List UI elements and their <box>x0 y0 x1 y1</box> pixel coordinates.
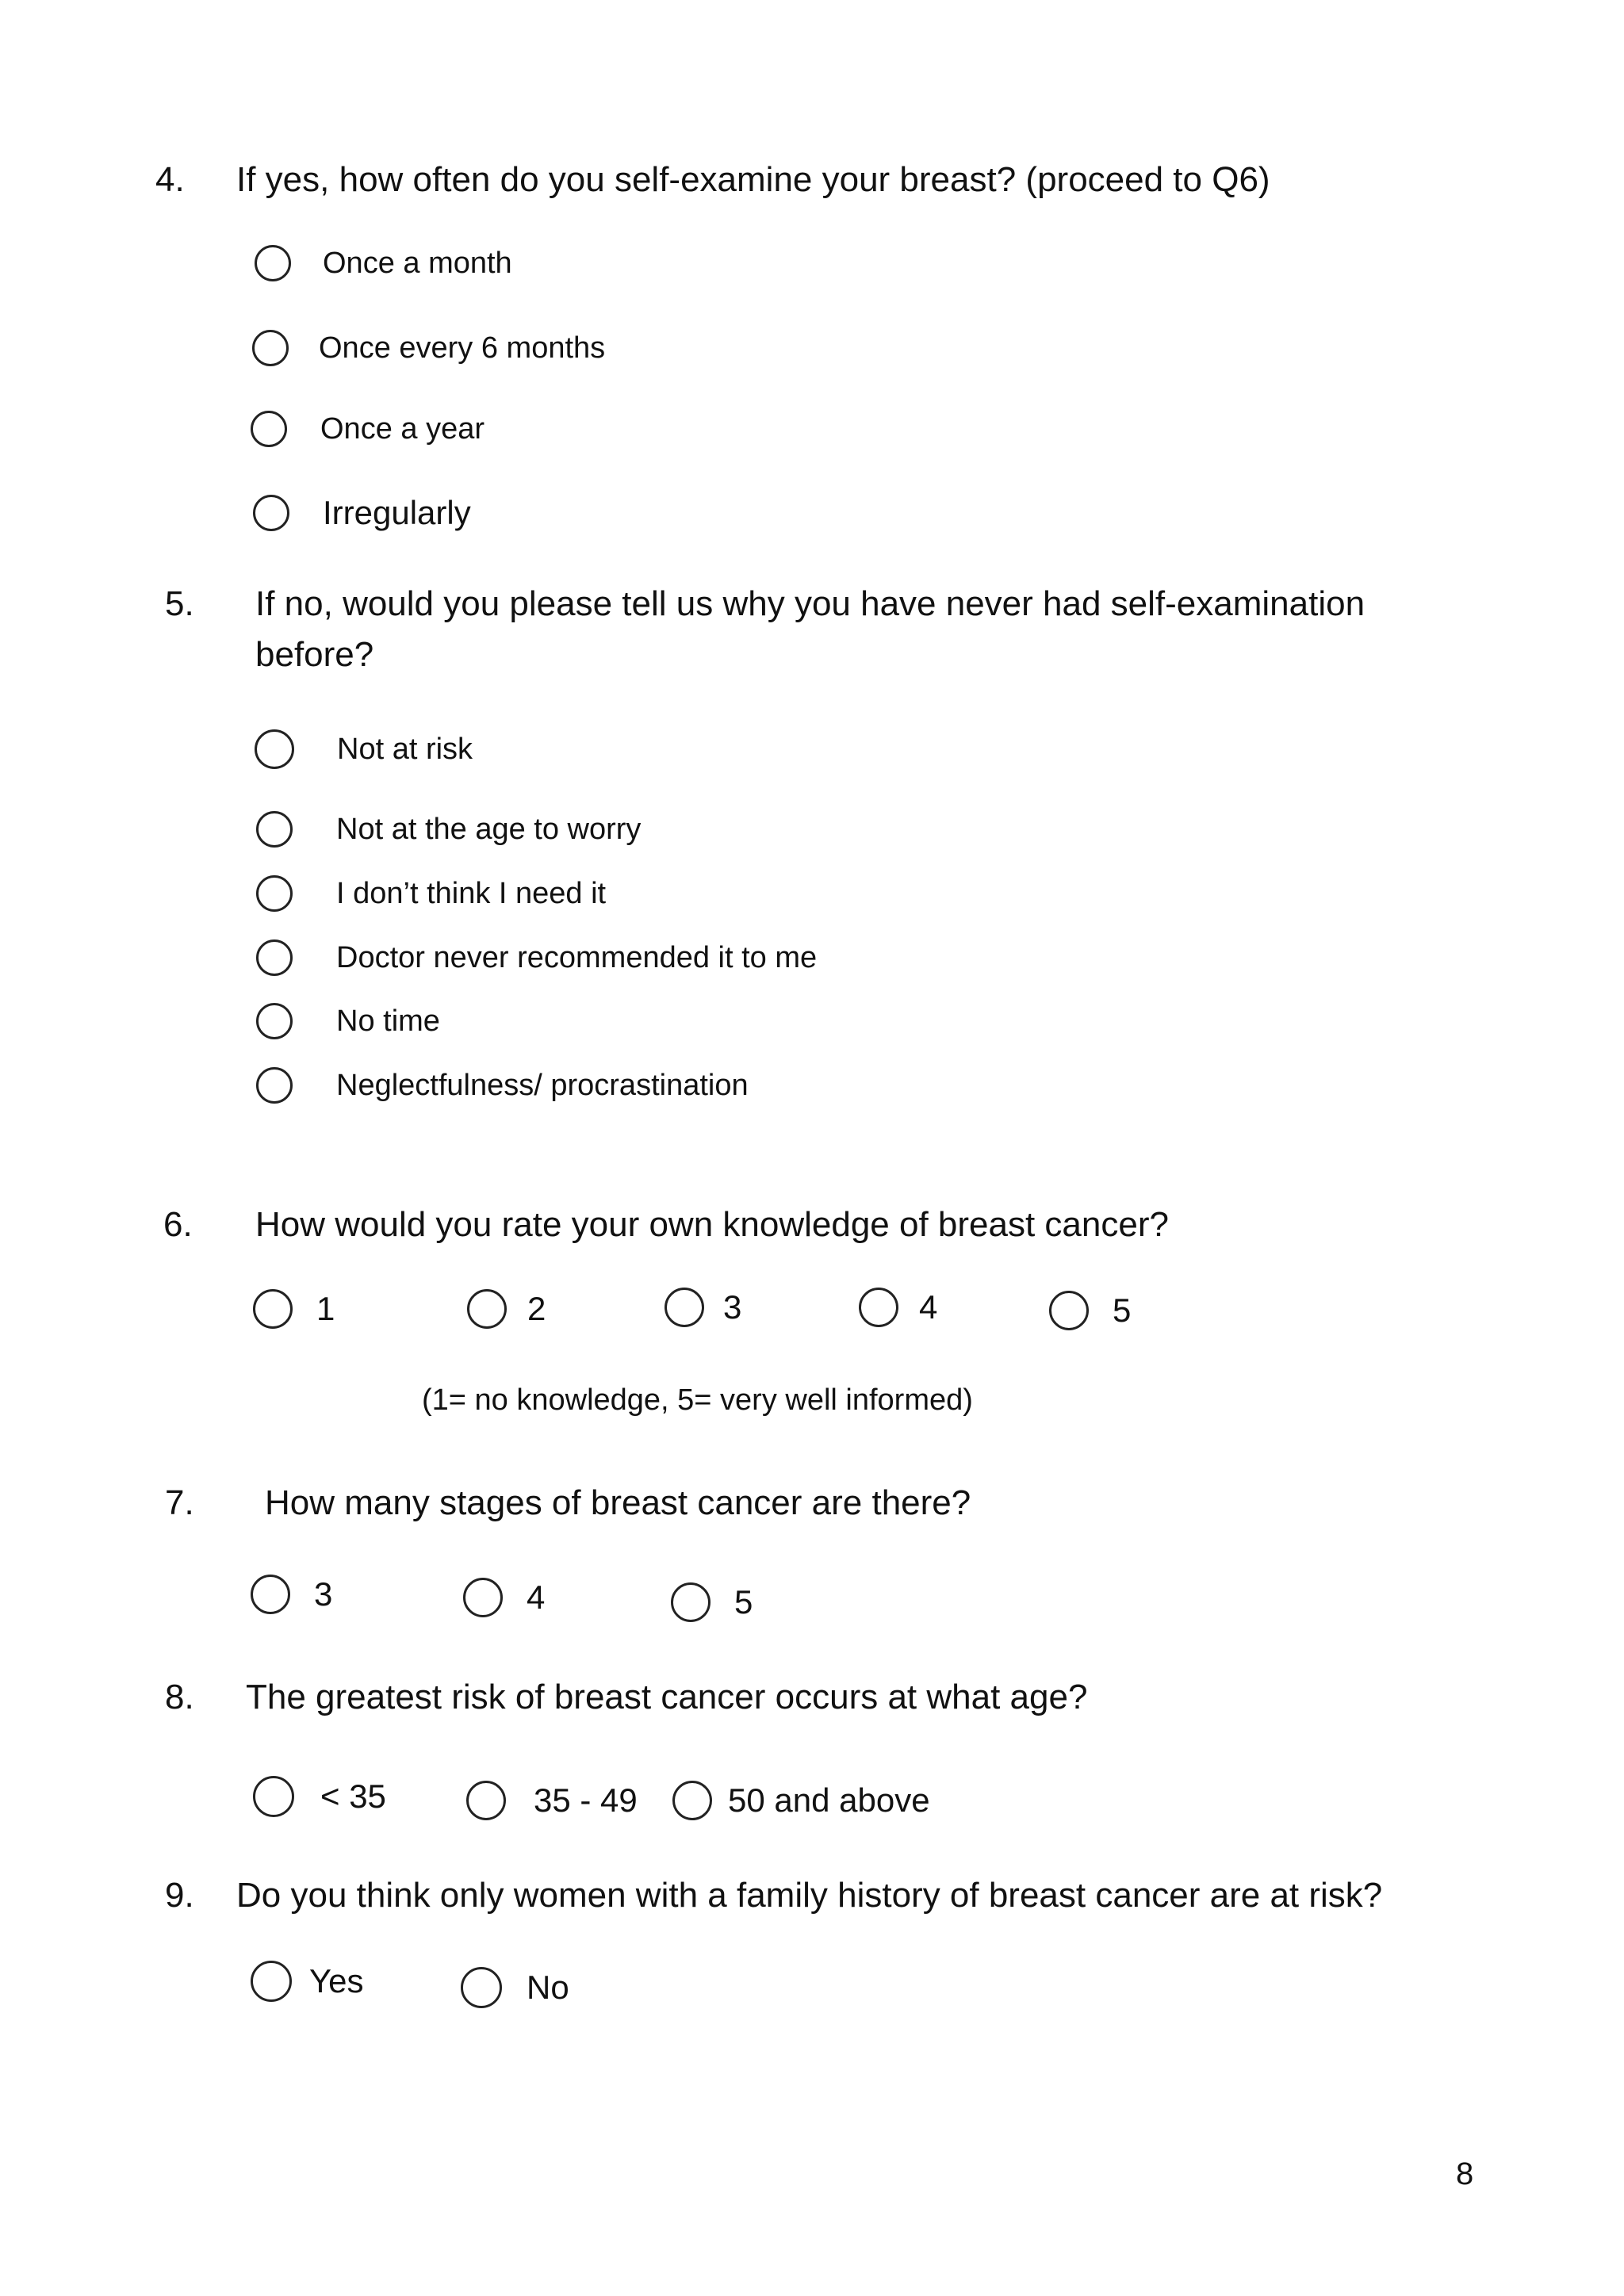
radio-button[interactable] <box>466 1781 506 1820</box>
q6-option-5[interactable] <box>1049 1291 1131 1330</box>
radio-button[interactable] <box>1049 1291 1089 1330</box>
q5-option-not-at-the-age-to-worry[interactable] <box>256 810 641 848</box>
question-number: 7. <box>165 1483 194 1522</box>
radio-button[interactable] <box>463 1578 503 1617</box>
q7-option-3[interactable] <box>251 1575 332 1614</box>
q4-option-once-a-month[interactable] <box>255 244 512 282</box>
radio-button[interactable] <box>859 1288 898 1327</box>
question-text: How would you rate your own knowledge of breast cancer? <box>255 1205 1169 1244</box>
radio-button[interactable] <box>467 1289 507 1329</box>
radio-button[interactable] <box>255 245 291 281</box>
q6-option-4[interactable] <box>859 1288 937 1327</box>
option-label: 5 <box>1113 1292 1132 1329</box>
q7-option-5[interactable] <box>671 1582 753 1622</box>
option-label: Once a month <box>323 247 512 280</box>
radio-button[interactable] <box>256 939 293 976</box>
option-label: 35 - 49 <box>534 1781 638 1819</box>
q4-option-once-every-6-months[interactable] <box>252 329 605 367</box>
option-label: 4 <box>527 1578 546 1616</box>
q5-option-dont-think-i-need-it[interactable] <box>256 874 606 913</box>
question-number: 4. <box>155 160 185 199</box>
option-label: Not at the age to worry <box>336 813 642 846</box>
radio-button[interactable] <box>461 1967 502 2008</box>
radio-button[interactable] <box>665 1288 704 1327</box>
option-label: 2 <box>527 1290 546 1327</box>
question-number: 9. <box>165 1876 194 1915</box>
option-label: 4 <box>919 1288 938 1326</box>
option-label: Doctor never recommended it to me <box>336 941 818 974</box>
question-text: If yes, how often do you self-examine your breast? (proceed to Q6) <box>236 160 1270 199</box>
radio-button[interactable] <box>256 1067 293 1104</box>
option-label: No time <box>336 1004 440 1038</box>
option-label: No <box>527 1969 569 2006</box>
question-text-line-1: If no, would you please tell us why you have never had self-examination <box>255 584 1365 623</box>
option-label: Once every 6 months <box>319 331 606 365</box>
option-label: I don’t think I need it <box>336 877 607 910</box>
q6-option-3[interactable] <box>665 1288 741 1327</box>
radio-button[interactable] <box>255 729 294 769</box>
q7-option-4[interactable] <box>463 1578 545 1617</box>
option-label: Neglectfulness/ procrastination <box>336 1069 749 1102</box>
question-number: 5. <box>165 584 194 623</box>
question-9 <box>0 1870 1624 1921</box>
radio-button[interactable] <box>253 1289 293 1329</box>
rating-scale-note: (1= no knowledge, 5= very well informed) <box>422 1383 973 1417</box>
question-8 <box>0 1672 1624 1723</box>
option-label: 5 <box>734 1583 753 1621</box>
radio-button[interactable] <box>251 411 287 447</box>
radio-button[interactable] <box>671 1582 710 1622</box>
q9-option-no[interactable] <box>461 1967 569 2008</box>
option-label: 50 and above <box>728 1781 930 1819</box>
question-4 <box>0 155 1624 205</box>
option-label: 3 <box>723 1288 742 1326</box>
radio-button[interactable] <box>256 1003 293 1039</box>
page-number: 8 <box>1456 2156 1474 2191</box>
question-text-line-2: before? <box>255 635 374 674</box>
radio-button[interactable] <box>251 1961 292 2002</box>
question-text: Do you think only women with a family history of breast cancer are at risk? <box>236 1876 1383 1915</box>
q9-option-yes[interactable] <box>251 1961 364 2002</box>
q5-option-no-time[interactable] <box>256 1002 440 1040</box>
question-6 <box>0 1200 1624 1250</box>
option-label: Irregularly <box>323 494 471 531</box>
q4-option-once-a-year[interactable] <box>251 410 485 448</box>
q5-option-not-at-risk[interactable] <box>255 729 473 769</box>
option-label: Yes <box>309 1962 364 1999</box>
option-label: 3 <box>314 1575 333 1613</box>
question-text: How many stages of breast cancer are there? <box>265 1483 971 1522</box>
q6-option-2[interactable] <box>467 1289 546 1329</box>
option-label: Once a year <box>320 412 485 446</box>
question-5 <box>0 579 1624 680</box>
radio-button[interactable] <box>672 1781 712 1820</box>
q4-option-irregularly[interactable] <box>253 494 471 532</box>
radio-button[interactable] <box>256 811 293 848</box>
question-7 <box>0 1478 1624 1529</box>
q8-option-35-49[interactable] <box>466 1781 638 1820</box>
q6-option-1[interactable] <box>253 1289 335 1329</box>
q8-option-under-35[interactable] <box>253 1776 386 1817</box>
question-number: 6. <box>163 1205 193 1244</box>
q5-option-neglectfulness[interactable] <box>256 1066 749 1104</box>
option-label: < 35 <box>320 1777 386 1815</box>
option-label: Not at risk <box>337 733 473 766</box>
radio-button[interactable] <box>256 875 293 912</box>
radio-button[interactable] <box>251 1575 290 1614</box>
option-label: 1 <box>316 1290 335 1327</box>
radio-button[interactable] <box>252 330 289 366</box>
q5-option-doctor-never-recommended[interactable] <box>256 939 817 977</box>
radio-button[interactable] <box>253 1776 294 1817</box>
radio-button[interactable] <box>253 495 289 531</box>
question-number: 8. <box>165 1678 194 1716</box>
q8-option-50-and-above[interactable] <box>672 1781 930 1820</box>
question-text: The greatest risk of breast cancer occurs at what age? <box>246 1678 1088 1716</box>
